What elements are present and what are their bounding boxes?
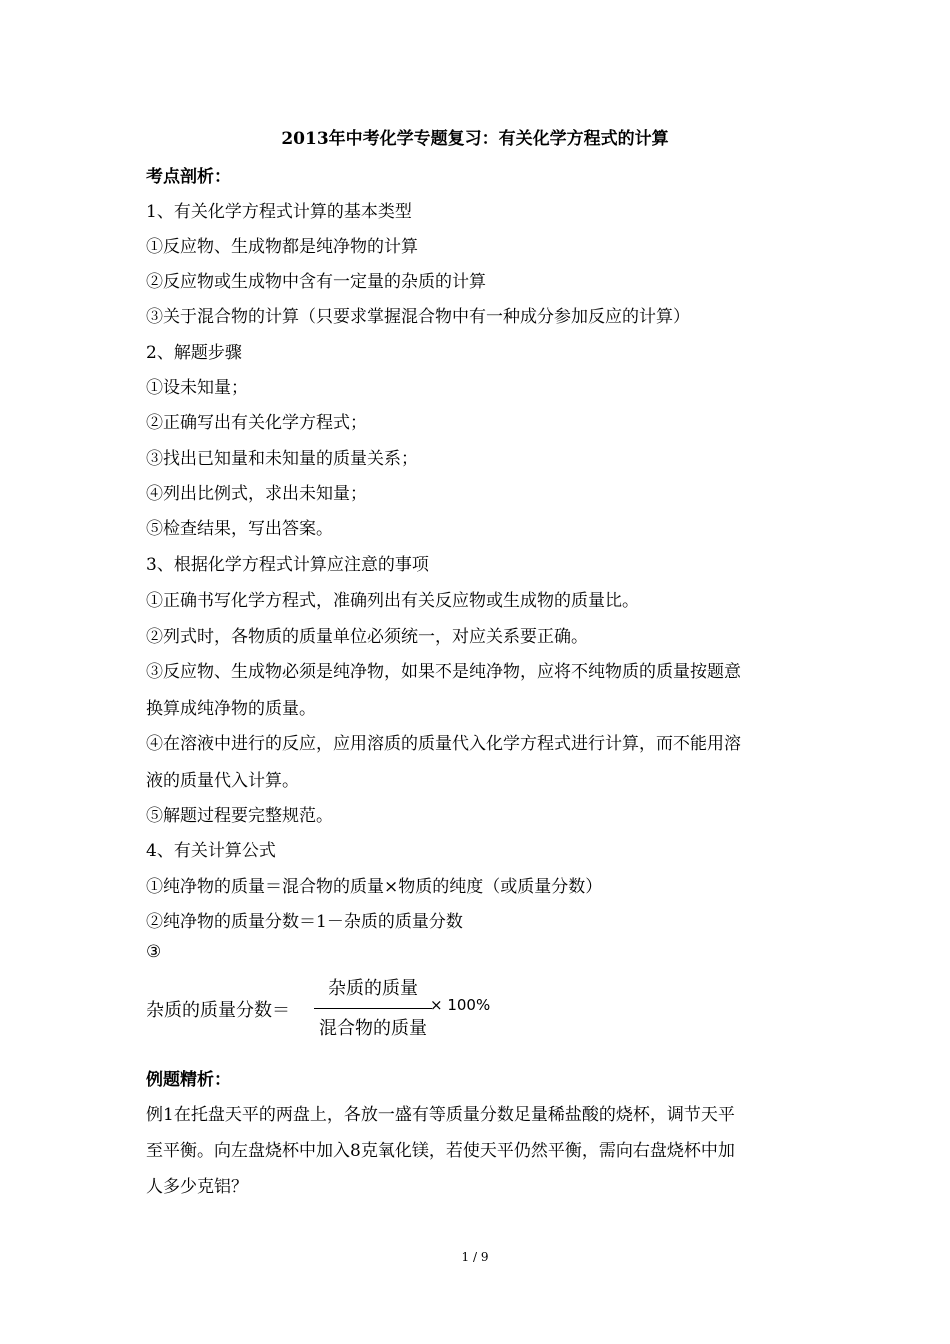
heading-formulas: 4、有关计算公式 bbox=[146, 841, 276, 861]
example-text: 至平衡。向左盘烧杯中加入8克氧化镁，若使天平仍然平衡，需向右盘烧杯中加 bbox=[146, 1141, 735, 1161]
list-item: ⑤解题过程要完整规范。 bbox=[146, 806, 333, 826]
heading-basic-types: 1、有关化学方程式计算的基本类型 bbox=[146, 202, 412, 222]
list-item: ②纯净物的质量分数＝1－杂质的质量分数 bbox=[146, 912, 463, 932]
example-text: 例1在托盘天平的两盘上，各放一盛有等质量分数足量稀盐酸的烧杯，调节天平 bbox=[146, 1105, 735, 1125]
list-item: ④列出比例式，求出未知量； bbox=[146, 484, 367, 504]
example-text: 人多少克铝？ bbox=[146, 1177, 248, 1197]
section-heading-analysis: 考点剖析： bbox=[146, 167, 231, 187]
formula-denominator: 混合物的质量 bbox=[319, 1018, 427, 1039]
list-item: ③反应物、生成物必须是纯净物，如果不是纯净物，应将不纯物质的质量按题意 bbox=[146, 662, 741, 682]
document-title: 2013年中考化学专题复习：有关化学方程式的计算 bbox=[281, 129, 669, 149]
formula-lhs: 杂质的质量分数＝ bbox=[146, 1000, 290, 1021]
heading-solving-steps: 2、解题步骤 bbox=[146, 343, 242, 363]
list-item-continuation: 换算成纯净物的质量。 bbox=[146, 699, 316, 719]
formula-numerator: 杂质的质量 bbox=[328, 978, 418, 999]
list-item: ③找出已知量和未知量的质量关系； bbox=[146, 449, 418, 469]
list-item: ⑤检查结果，写出答案。 bbox=[146, 519, 333, 539]
list-item: ①正确书写化学方程式，准确列出有关反应物或生成物的质量比。 bbox=[146, 591, 639, 611]
list-item: ①设未知量； bbox=[146, 378, 248, 398]
section-heading-examples: 例题精析： bbox=[146, 1070, 231, 1090]
list-item: ④在溶液中进行的反应，应用溶质的质量代入化学方程式进行计算，而不能用溶 bbox=[146, 734, 741, 754]
list-item: ②反应物或生成物中含有一定量的杂质的计算 bbox=[146, 272, 486, 292]
list-item: ①纯净物的质量＝混合物的质量×物质的纯度（或质量分数） bbox=[146, 877, 603, 897]
fraction-bar bbox=[314, 1008, 432, 1009]
formula-rhs: × 100% bbox=[430, 996, 491, 1014]
page-number: 1 / 9 bbox=[461, 1250, 489, 1264]
heading-notes: 3、根据化学方程式计算应注意的事项 bbox=[146, 555, 429, 575]
list-item: ③关于混合物的计算（只要求掌握混合物中有一种成分参加反应的计算） bbox=[146, 307, 690, 327]
list-item: ②正确写出有关化学方程式； bbox=[146, 413, 367, 433]
list-item: ③ bbox=[146, 942, 162, 962]
list-item: ①反应物、生成物都是纯净物的计算 bbox=[146, 237, 418, 257]
impurity-fraction-formula bbox=[146, 972, 546, 1044]
list-item: ②列式时，各物质的质量单位必须统一，对应关系要正确。 bbox=[146, 627, 588, 647]
list-item-continuation: 液的质量代入计算。 bbox=[146, 771, 299, 791]
